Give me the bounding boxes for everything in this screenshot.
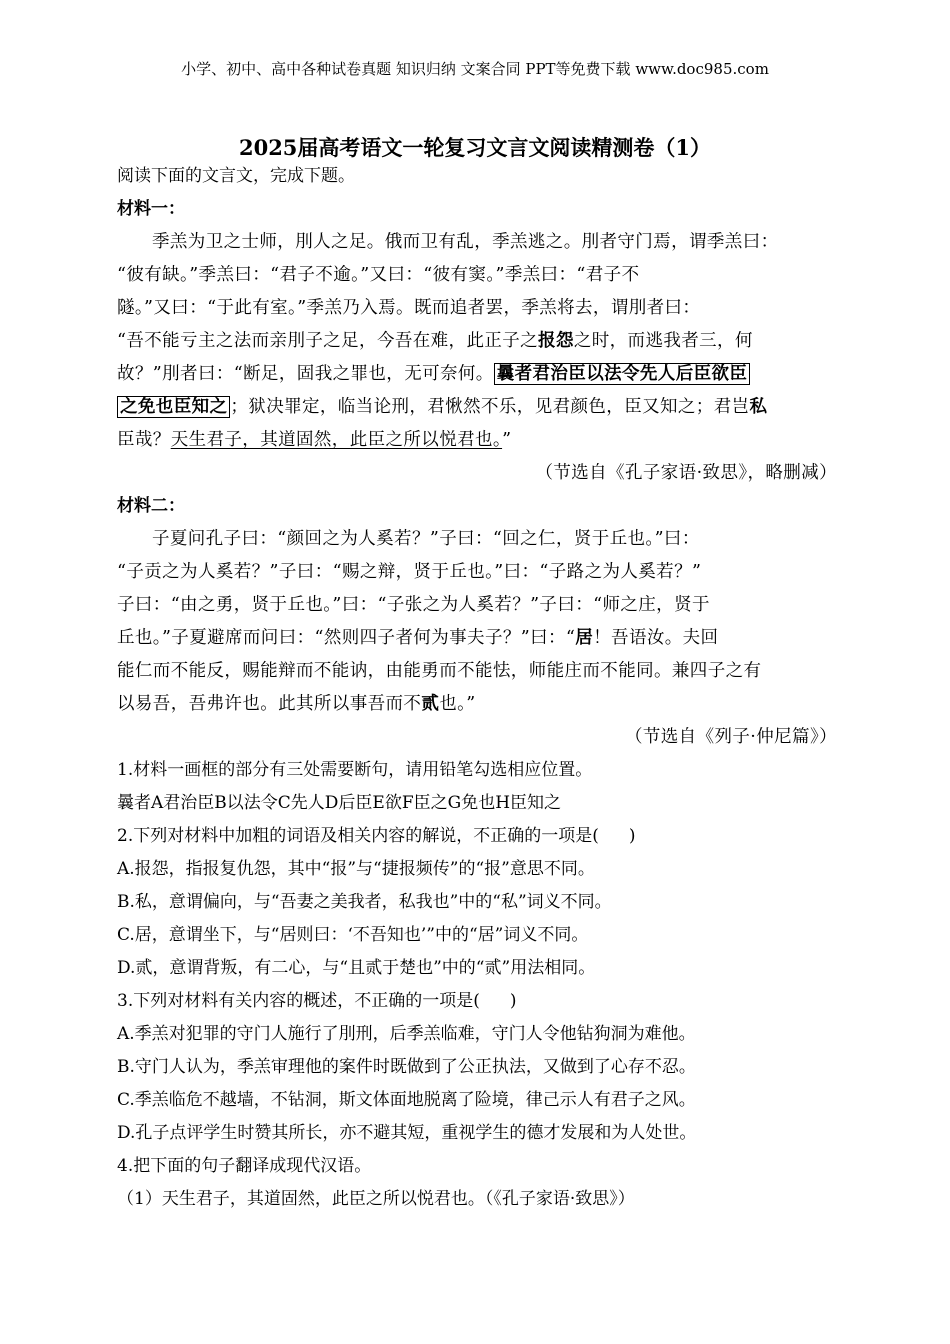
material1-line: [117, 391, 837, 424]
text-span: 之时，而逃我者三，何: [573, 331, 753, 351]
material1-source: （节选自《孔子家语·致思》，略删减）: [535, 463, 837, 483]
text-span: 臣哉？: [117, 430, 171, 450]
material2-line: 子夏问孔子曰：“颜回之为人奚若？”子曰：“回之仁，贤于丘也。”曰：: [152, 529, 700, 549]
bold-word-baoyuan: 报怨: [538, 331, 574, 351]
question-2-stem: [117, 820, 837, 853]
material2-source: （节选自《列子·仲尼篇》）: [624, 727, 837, 747]
material1-line: [117, 325, 837, 358]
material1-line: [117, 424, 837, 457]
text-span: ”: [502, 430, 512, 450]
underlined-sentence: 天生君子，其道固然，此臣之所以悦君也。: [170, 430, 503, 450]
material1-line: 隧。”又曰：“于此有室。”季羔乃入焉。既而追者罢，季羔将去，谓刖者曰：: [117, 298, 701, 318]
text-span: 2.下列对材料中加粗的词语及相关内容的解说，不正确的一项是(: [117, 826, 599, 846]
material2-line: 能仁而不能反，赐能辩而不能讷，由能勇而不能怯，师能庄而不能同。兼四子之有: [117, 661, 762, 681]
text-span: 也。”: [439, 694, 476, 714]
question-1-stem: 1.材料一画框的部分有三处需要断句，请用铅笔勾选相应位置。: [117, 760, 593, 780]
text-span: ；狱决罪定，临当论刑，君愀然不乐，见君颜色，臣又知之；君岂: [230, 397, 750, 417]
bold-word-ju: 居: [575, 628, 594, 648]
bold-word-si: 私: [749, 397, 768, 417]
material1-line: “彼有缺。”季羔曰：“君子不逾。”又曰：“彼有窦。”季羔曰：“君子不: [117, 265, 640, 285]
boxed-passage-part2: 之免也臣知之: [117, 396, 230, 418]
question-2-option-c: C.居，意谓坐下，与“居则曰：‘不吾知也’”中的“居”词义不同。: [117, 925, 589, 945]
question-3-option-c: C.季羔临危不越墙，不钻洞，斯文体面地脱离了险境，律己示人有君子之风。: [117, 1090, 696, 1110]
bold-word-er: 贰: [421, 694, 440, 714]
question-2-option-d: D.贰，意谓背叛，有二心，与“且贰于楚也”中的“贰”用法相同。: [117, 958, 596, 978]
question-3-option-a: A.季羔对犯罪的守门人施行了刖刑，后季羔临难，守门人令他钻狗洞为难他。: [117, 1024, 696, 1044]
text-span: 故？”刖者曰：“断足，固我之罪也，无可奈何。: [117, 364, 494, 384]
text-span: ！吾语汝。夫回: [593, 628, 719, 648]
material1-line: [117, 358, 837, 391]
page-title: 2025届高考语文一轮复习文言文阅读精测卷（1）: [238, 135, 712, 160]
page-header: 小学、初中、高中各种试卷真题 知识归纳 文案合同 PPT等免费下载 www.doc985.com: [181, 60, 769, 78]
material2-line: 子曰：“由之勇，贤于丘也。”曰：“子张之为人奚若？”子曰：“师之庄，贤于: [117, 595, 710, 615]
material2-line: [117, 622, 837, 655]
question-3-stem: [117, 985, 837, 1018]
question-2-option-a: A.报怨，指报复仇怨，其中“报”与“捷报频传”的“报”意思不同。: [117, 859, 595, 879]
text-span: ): [628, 826, 636, 846]
text-span: 3.下列对材料有关内容的概述，不正确的一项是(: [117, 991, 480, 1011]
text-span: ): [509, 991, 517, 1011]
question-4-sentence-1: （1）天生君子，其道固然，此臣之所以悦君也。（《孔子家语·致思》）: [117, 1189, 635, 1209]
text-span: 丘也。”子夏避席而问曰：“然则四子者何为事夫子？”曰：“: [117, 628, 576, 648]
question-3-option-d: D.孔子点评学生时赞其所长，亦不避其短，重视学生的德才发展和为人处世。: [117, 1123, 697, 1143]
question-2-option-b: B.私，意谓偏向，与“吾妻之美我者，私我也”中的“私”词义不同。: [117, 892, 612, 912]
material2-line: [117, 688, 837, 721]
question-3-option-b: B.守门人认为，季羔审理他的案件时既做到了公正执法，又做到了心存不忍。: [117, 1057, 696, 1077]
material1-heading: 材料一：: [117, 199, 185, 219]
text-span: “吾不能亏主之法而亲刖子之足，今吾在难，此正子之: [117, 331, 539, 351]
material2-heading: 材料二：: [117, 496, 185, 516]
boxed-passage-part1: 曩者君治臣以法令先人后臣欲臣: [494, 363, 751, 385]
instruction: 阅读下面的文言文，完成下题。: [117, 166, 355, 186]
text-span: 以易吾，吾弗许也。此其所以事吾而不: [117, 694, 422, 714]
question-4-stem: 4.把下面的句子翻译成现代汉语。: [117, 1156, 372, 1176]
question-1-options: 曩者A君治臣B以法令C先人D后臣E欲F臣之G免也H臣知之: [117, 793, 562, 813]
material1-line: 季羔为卫之士师，刖人之足。俄而卫有乱，季羔逃之。刖者守门焉，谓季羔曰：: [152, 232, 779, 252]
document-body: [117, 160, 837, 1216]
material2-line: “子贡之为人奚若？”子曰：“赐之辩，贤于丘也。”曰：“子路之为人奚若？”: [117, 562, 702, 582]
